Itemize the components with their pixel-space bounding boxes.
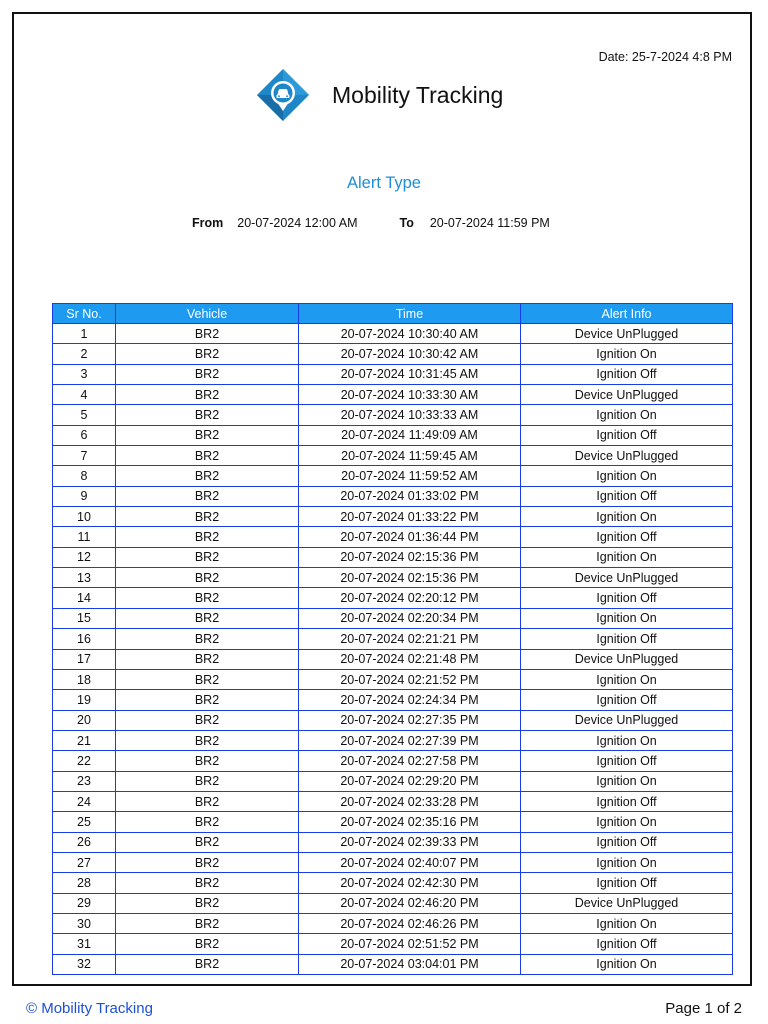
cell-time: 20-07-2024 11:49:09 AM: [299, 425, 521, 445]
cell-vehicle: BR2: [116, 873, 299, 893]
cell-alert-info: Ignition Off: [521, 873, 733, 893]
table-row: [53, 649, 733, 669]
cell-alert-info: Device UnPlugged: [521, 446, 733, 466]
report-date: Date: 25-7-2024 4:8 PM: [598, 50, 732, 64]
cell-vehicle: BR2: [116, 568, 299, 588]
cell-vehicle: BR2: [116, 649, 299, 669]
cell-time: 20-07-2024 02:20:12 PM: [299, 588, 521, 608]
cell-vehicle: BR2: [116, 913, 299, 933]
cell-sr-no: 2: [53, 344, 116, 364]
cell-sr-no: 28: [53, 873, 116, 893]
cell-sr-no: 24: [53, 791, 116, 811]
cell-alert-info: Device UnPlugged: [521, 568, 733, 588]
table-row: [53, 588, 733, 608]
cell-alert-info: Ignition Off: [521, 588, 733, 608]
cell-sr-no: 15: [53, 608, 116, 628]
cell-sr-no: 29: [53, 893, 116, 913]
cell-vehicle: BR2: [116, 466, 299, 486]
table-row: [53, 954, 733, 974]
cell-time: 20-07-2024 01:36:44 PM: [299, 527, 521, 547]
table-row: [53, 852, 733, 872]
cell-time: 20-07-2024 10:33:30 AM: [299, 385, 521, 405]
table-row: [53, 629, 733, 649]
cell-vehicle: BR2: [116, 405, 299, 425]
table-row: [53, 873, 733, 893]
cell-vehicle: BR2: [116, 832, 299, 852]
brand-header: [256, 68, 503, 122]
cell-alert-info: Ignition On: [521, 405, 733, 425]
cell-time: 20-07-2024 02:46:20 PM: [299, 893, 521, 913]
cell-vehicle: BR2: [116, 324, 299, 344]
cell-time: 20-07-2024 02:40:07 PM: [299, 852, 521, 872]
cell-vehicle: BR2: [116, 364, 299, 384]
table-row: [53, 547, 733, 567]
cell-alert-info: Ignition On: [521, 913, 733, 933]
cell-sr-no: 21: [53, 730, 116, 750]
cell-alert-info: Ignition On: [521, 547, 733, 567]
table-row: [53, 751, 733, 771]
table-row: [53, 710, 733, 730]
cell-sr-no: 17: [53, 649, 116, 669]
car-location-pin-icon: [256, 68, 310, 122]
cell-sr-no: 5: [53, 405, 116, 425]
cell-vehicle: BR2: [116, 751, 299, 771]
cell-vehicle: BR2: [116, 812, 299, 832]
cell-time: 20-07-2024 02:24:34 PM: [299, 690, 521, 710]
cell-time: 20-07-2024 11:59:52 AM: [299, 466, 521, 486]
to-label: To: [399, 216, 414, 230]
cell-alert-info: Ignition On: [521, 507, 733, 527]
cell-vehicle: BR2: [116, 690, 299, 710]
cell-alert-info: Ignition Off: [521, 791, 733, 811]
cell-time: 20-07-2024 02:29:20 PM: [299, 771, 521, 791]
cell-time: 20-07-2024 02:35:16 PM: [299, 812, 521, 832]
cell-sr-no: 18: [53, 669, 116, 689]
table-row: [53, 486, 733, 506]
table-row: [53, 913, 733, 933]
cell-alert-info: Device UnPlugged: [521, 893, 733, 913]
cell-time: 20-07-2024 11:59:45 AM: [299, 446, 521, 466]
cell-time: 20-07-2024 02:27:58 PM: [299, 751, 521, 771]
cell-alert-info: Ignition Off: [521, 751, 733, 771]
table-row: [53, 608, 733, 628]
brand-name: Mobility Tracking: [332, 81, 504, 108]
cell-sr-no: 6: [53, 425, 116, 445]
cell-time: 20-07-2024 01:33:22 PM: [299, 507, 521, 527]
footer-copyright: © Mobility Tracking: [26, 1000, 153, 1017]
to-value: 20-07-2024 11:59 PM: [429, 216, 550, 230]
cell-sr-no: 13: [53, 568, 116, 588]
cell-vehicle: BR2: [116, 425, 299, 445]
cell-time: 20-07-2024 03:04:01 PM: [299, 954, 521, 974]
table-row: [53, 364, 733, 384]
cell-time: 20-07-2024 02:20:34 PM: [299, 608, 521, 628]
cell-alert-info: Ignition On: [521, 771, 733, 791]
cell-sr-no: 19: [53, 690, 116, 710]
cell-alert-info: Ignition On: [521, 730, 733, 750]
cell-vehicle: BR2: [116, 608, 299, 628]
cell-vehicle: BR2: [116, 852, 299, 872]
cell-vehicle: BR2: [116, 669, 299, 689]
table-row: [53, 791, 733, 811]
from-value: 20-07-2024 12:00 AM: [237, 216, 358, 230]
cell-sr-no: 16: [53, 629, 116, 649]
cell-vehicle: BR2: [116, 893, 299, 913]
cell-alert-info: Device UnPlugged: [521, 649, 733, 669]
cell-alert-info: Ignition On: [521, 344, 733, 364]
cell-sr-no: 20: [53, 710, 116, 730]
cell-sr-no: 7: [53, 446, 116, 466]
cell-alert-info: Ignition Off: [521, 486, 733, 506]
cell-time: 20-07-2024 02:33:28 PM: [299, 791, 521, 811]
cell-vehicle: BR2: [116, 934, 299, 954]
cell-vehicle: BR2: [116, 791, 299, 811]
table-row: [53, 466, 733, 486]
cell-alert-info: Ignition Off: [521, 527, 733, 547]
cell-sr-no: 1: [53, 324, 116, 344]
table-row: [53, 690, 733, 710]
column-header-sr-no: Sr No.: [53, 304, 116, 324]
table-row: [53, 669, 733, 689]
cell-vehicle: BR2: [116, 629, 299, 649]
page-number: Page 1 of 2: [665, 1000, 742, 1017]
cell-vehicle: BR2: [116, 385, 299, 405]
cell-time: 20-07-2024 02:15:36 PM: [299, 547, 521, 567]
cell-alert-info: Ignition Off: [521, 832, 733, 852]
cell-alert-info: Ignition Off: [521, 690, 733, 710]
report-title: Alert Type: [347, 174, 421, 192]
cell-time: 20-07-2024 02:46:26 PM: [299, 913, 521, 933]
cell-vehicle: BR2: [116, 954, 299, 974]
cell-sr-no: 14: [53, 588, 116, 608]
cell-sr-no: 10: [53, 507, 116, 527]
table-row: [53, 405, 733, 425]
table-row: [53, 446, 733, 466]
table-row: [53, 934, 733, 954]
date-range: [192, 216, 550, 230]
cell-vehicle: BR2: [116, 730, 299, 750]
table-row: [53, 507, 733, 527]
cell-sr-no: 11: [53, 527, 116, 547]
cell-sr-no: 32: [53, 954, 116, 974]
cell-time: 20-07-2024 10:31:45 AM: [299, 364, 521, 384]
cell-time: 20-07-2024 02:21:48 PM: [299, 649, 521, 669]
table-row: [53, 527, 733, 547]
cell-sr-no: 3: [53, 364, 116, 384]
cell-time: 20-07-2024 01:33:02 PM: [299, 486, 521, 506]
cell-alert-info: Device UnPlugged: [521, 324, 733, 344]
cell-vehicle: BR2: [116, 588, 299, 608]
cell-time: 20-07-2024 02:39:33 PM: [299, 832, 521, 852]
cell-alert-info: Ignition Off: [521, 425, 733, 445]
cell-alert-info: Ignition On: [521, 466, 733, 486]
cell-time: 20-07-2024 02:21:21 PM: [299, 629, 521, 649]
cell-alert-info: Ignition Off: [521, 364, 733, 384]
cell-alert-info: Device UnPlugged: [521, 710, 733, 730]
cell-alert-info: Ignition On: [521, 812, 733, 832]
cell-alert-info: Ignition Off: [521, 934, 733, 954]
cell-alert-info: Ignition On: [521, 669, 733, 689]
cell-alert-info: Ignition On: [521, 954, 733, 974]
cell-time: 20-07-2024 02:21:52 PM: [299, 669, 521, 689]
table-row: [53, 324, 733, 344]
table-row: [53, 425, 733, 445]
table-row: [53, 812, 733, 832]
cell-time: 20-07-2024 10:33:33 AM: [299, 405, 521, 425]
alerts-table-body: [53, 324, 733, 975]
table-row: [53, 832, 733, 852]
column-header-time: Time: [299, 304, 521, 324]
cell-vehicle: BR2: [116, 507, 299, 527]
cell-time: 20-07-2024 02:27:35 PM: [299, 710, 521, 730]
cell-sr-no: 8: [53, 466, 116, 486]
table-row: [53, 344, 733, 364]
cell-alert-info: Ignition On: [521, 608, 733, 628]
cell-alert-info: Device UnPlugged: [521, 385, 733, 405]
cell-time: 20-07-2024 02:15:36 PM: [299, 568, 521, 588]
cell-vehicle: BR2: [116, 486, 299, 506]
cell-time: 20-07-2024 02:42:30 PM: [299, 873, 521, 893]
table-row: [53, 385, 733, 405]
cell-sr-no: 4: [53, 385, 116, 405]
cell-vehicle: BR2: [116, 344, 299, 364]
cell-time: 20-07-2024 10:30:40 AM: [299, 324, 521, 344]
cell-sr-no: 23: [53, 771, 116, 791]
cell-vehicle: BR2: [116, 710, 299, 730]
cell-sr-no: 26: [53, 832, 116, 852]
cell-time: 20-07-2024 10:30:42 AM: [299, 344, 521, 364]
cell-time: 20-07-2024 02:51:52 PM: [299, 934, 521, 954]
cell-sr-no: 12: [53, 547, 116, 567]
cell-alert-info: Ignition Off: [521, 629, 733, 649]
cell-sr-no: 31: [53, 934, 116, 954]
cell-vehicle: BR2: [116, 771, 299, 791]
table-row: [53, 771, 733, 791]
table-header-row: [53, 304, 733, 324]
cell-vehicle: BR2: [116, 446, 299, 466]
cell-time: 20-07-2024 02:27:39 PM: [299, 730, 521, 750]
table-row: [53, 893, 733, 913]
alerts-table: [52, 303, 733, 975]
cell-sr-no: 30: [53, 913, 116, 933]
cell-sr-no: 22: [53, 751, 116, 771]
cell-sr-no: 25: [53, 812, 116, 832]
cell-alert-info: Ignition On: [521, 852, 733, 872]
cell-vehicle: BR2: [116, 547, 299, 567]
column-header-vehicle: Vehicle: [116, 304, 299, 324]
cell-sr-no: 27: [53, 852, 116, 872]
table-row: [53, 730, 733, 750]
cell-sr-no: 9: [53, 486, 116, 506]
from-label: From: [192, 216, 224, 230]
column-header-alert-info: Alert Info: [521, 304, 733, 324]
table-row: [53, 568, 733, 588]
cell-vehicle: BR2: [116, 527, 299, 547]
